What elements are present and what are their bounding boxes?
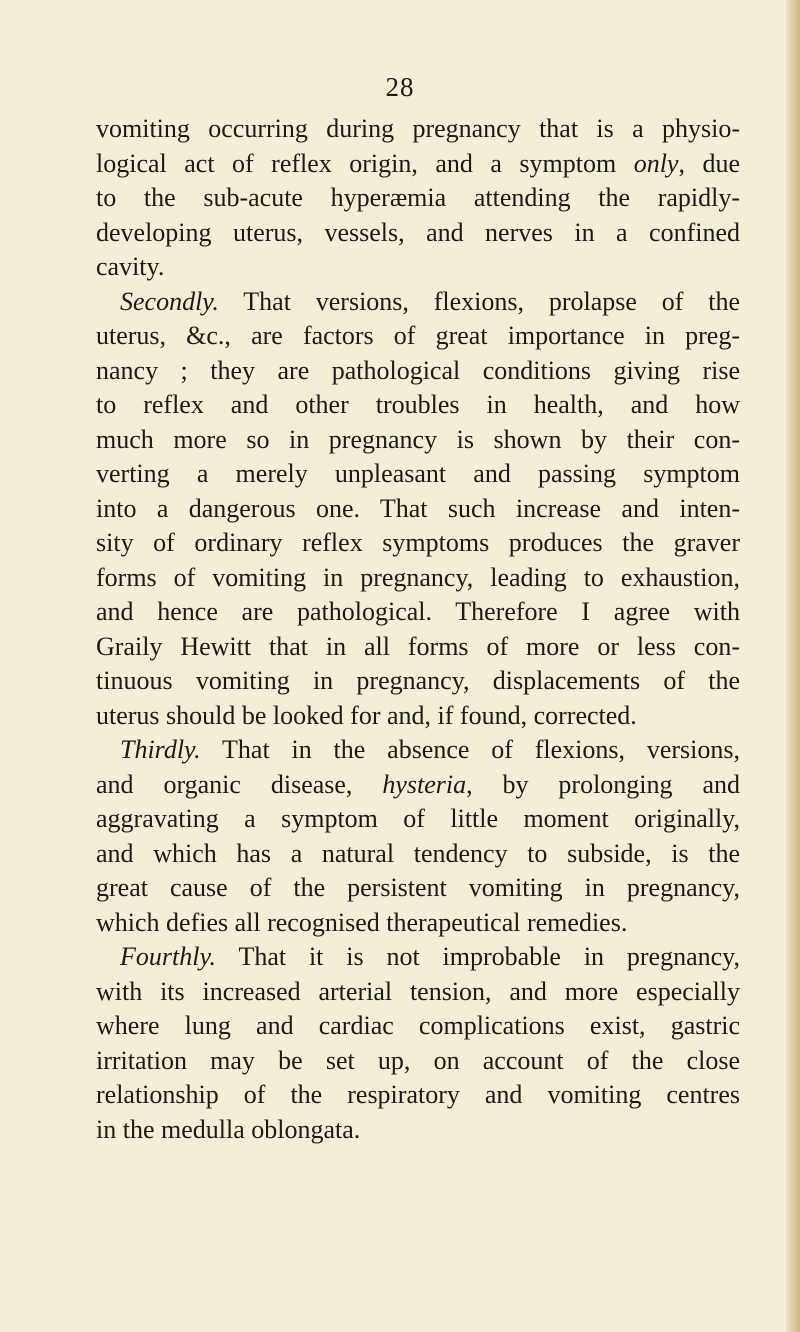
text-line bbox=[96, 802, 740, 837]
italic-text: Secondly. bbox=[120, 286, 219, 316]
text-line bbox=[96, 250, 740, 285]
text-run: aggravating a symptom of little moment originally, bbox=[96, 804, 740, 833]
text-line bbox=[96, 940, 740, 975]
text-run: where lung and cardiac complications exist, gastric bbox=[96, 1011, 740, 1040]
text-run: in the medulla oblongata. bbox=[96, 1114, 361, 1144]
text-run: nancy ; they are pathological conditions giving rise bbox=[96, 355, 740, 385]
text-run: and hence are pathological. Therefore I agree with bbox=[96, 597, 740, 626]
text-run: Graily Hewitt that in all forms of more or less con- bbox=[96, 631, 740, 661]
text-run: and organic disease, bbox=[96, 769, 383, 799]
text-line bbox=[96, 1113, 740, 1148]
text-run: tinuous vomiting in pregnancy, displacements of the bbox=[96, 666, 740, 695]
text-run: That in the absence of flexions, versions, bbox=[200, 735, 740, 764]
text-line bbox=[96, 492, 740, 527]
text-run: developing uterus, vessels, and nerves in a confined bbox=[96, 217, 740, 247]
text-run: cavity. bbox=[96, 252, 165, 281]
text-run: sity of ordinary reflex symptoms produces the graver bbox=[96, 528, 740, 557]
text-run: irritation may be set up, on account of the close bbox=[96, 1045, 740, 1075]
text-line bbox=[96, 423, 740, 458]
body-text bbox=[96, 112, 740, 1147]
text-line bbox=[96, 216, 740, 251]
text-line bbox=[96, 354, 740, 389]
text-line bbox=[96, 630, 740, 665]
text-line bbox=[96, 147, 740, 182]
text-run: uterus should be looked for and, if found, corrected. bbox=[96, 700, 637, 730]
text-line bbox=[96, 285, 740, 320]
italic-text: only bbox=[633, 148, 679, 178]
text-run: vomiting occurring during pregnancy that is a physio- bbox=[96, 114, 740, 143]
text-line bbox=[96, 871, 740, 906]
italic-text: Thirdly. bbox=[120, 735, 201, 764]
text-line bbox=[96, 1009, 740, 1044]
text-line bbox=[96, 112, 740, 147]
text-run: , by prolonging and bbox=[466, 769, 740, 799]
text-line bbox=[96, 1044, 740, 1079]
text-run: uterus, &c., are factors of great importance in preg- bbox=[96, 321, 740, 350]
text-line bbox=[96, 181, 740, 216]
text-run: verting a merely unpleasant and passing symptom bbox=[96, 459, 740, 488]
text-line bbox=[96, 1078, 740, 1113]
text-run: much more so in pregnancy is shown by their con- bbox=[96, 424, 740, 454]
text-run: logical act of reflex origin, and a symptom bbox=[96, 148, 634, 178]
text-run: to reflex and other troubles in health, and how bbox=[96, 390, 740, 419]
text-run: into a dangerous one. That such increase and inten- bbox=[96, 493, 740, 523]
text-run: with its increased arterial tension, and more especially bbox=[96, 976, 740, 1006]
text-line bbox=[96, 561, 740, 596]
text-line bbox=[96, 388, 740, 423]
text-line bbox=[96, 768, 740, 803]
italic-text: Fourthly. bbox=[120, 942, 217, 971]
text-line bbox=[96, 319, 740, 354]
text-line bbox=[96, 595, 740, 630]
text-run: to the sub-acute hyperæmia attending the rapidly- bbox=[96, 183, 740, 212]
text-run: and which has a natural tendency to subside, is the bbox=[96, 838, 740, 868]
text-line bbox=[96, 837, 740, 872]
text-line bbox=[96, 699, 740, 734]
page-edge bbox=[786, 0, 800, 1332]
page-number: 28 bbox=[385, 72, 415, 102]
text-run: , due bbox=[678, 148, 740, 178]
text-line bbox=[96, 975, 740, 1010]
text-run: relationship of the respiratory and vomiting centres bbox=[96, 1080, 740, 1109]
text-run: forms of vomiting in pregnancy, leading to exhaustion, bbox=[96, 562, 740, 592]
text-run: which defies all recognised therapeutical remedies. bbox=[96, 907, 628, 937]
text-line bbox=[96, 664, 740, 699]
text-run: great cause of the persistent vomiting in pregnancy, bbox=[96, 873, 740, 902]
text-run: That it is not improbable in pregnancy, bbox=[216, 942, 740, 971]
text-line bbox=[96, 457, 740, 492]
italic-text: hysteria bbox=[382, 769, 467, 799]
text-run: That versions, flexions, prolapse of the bbox=[218, 286, 740, 316]
text-line bbox=[96, 733, 740, 768]
text-line bbox=[96, 526, 740, 561]
text-line bbox=[96, 906, 740, 941]
